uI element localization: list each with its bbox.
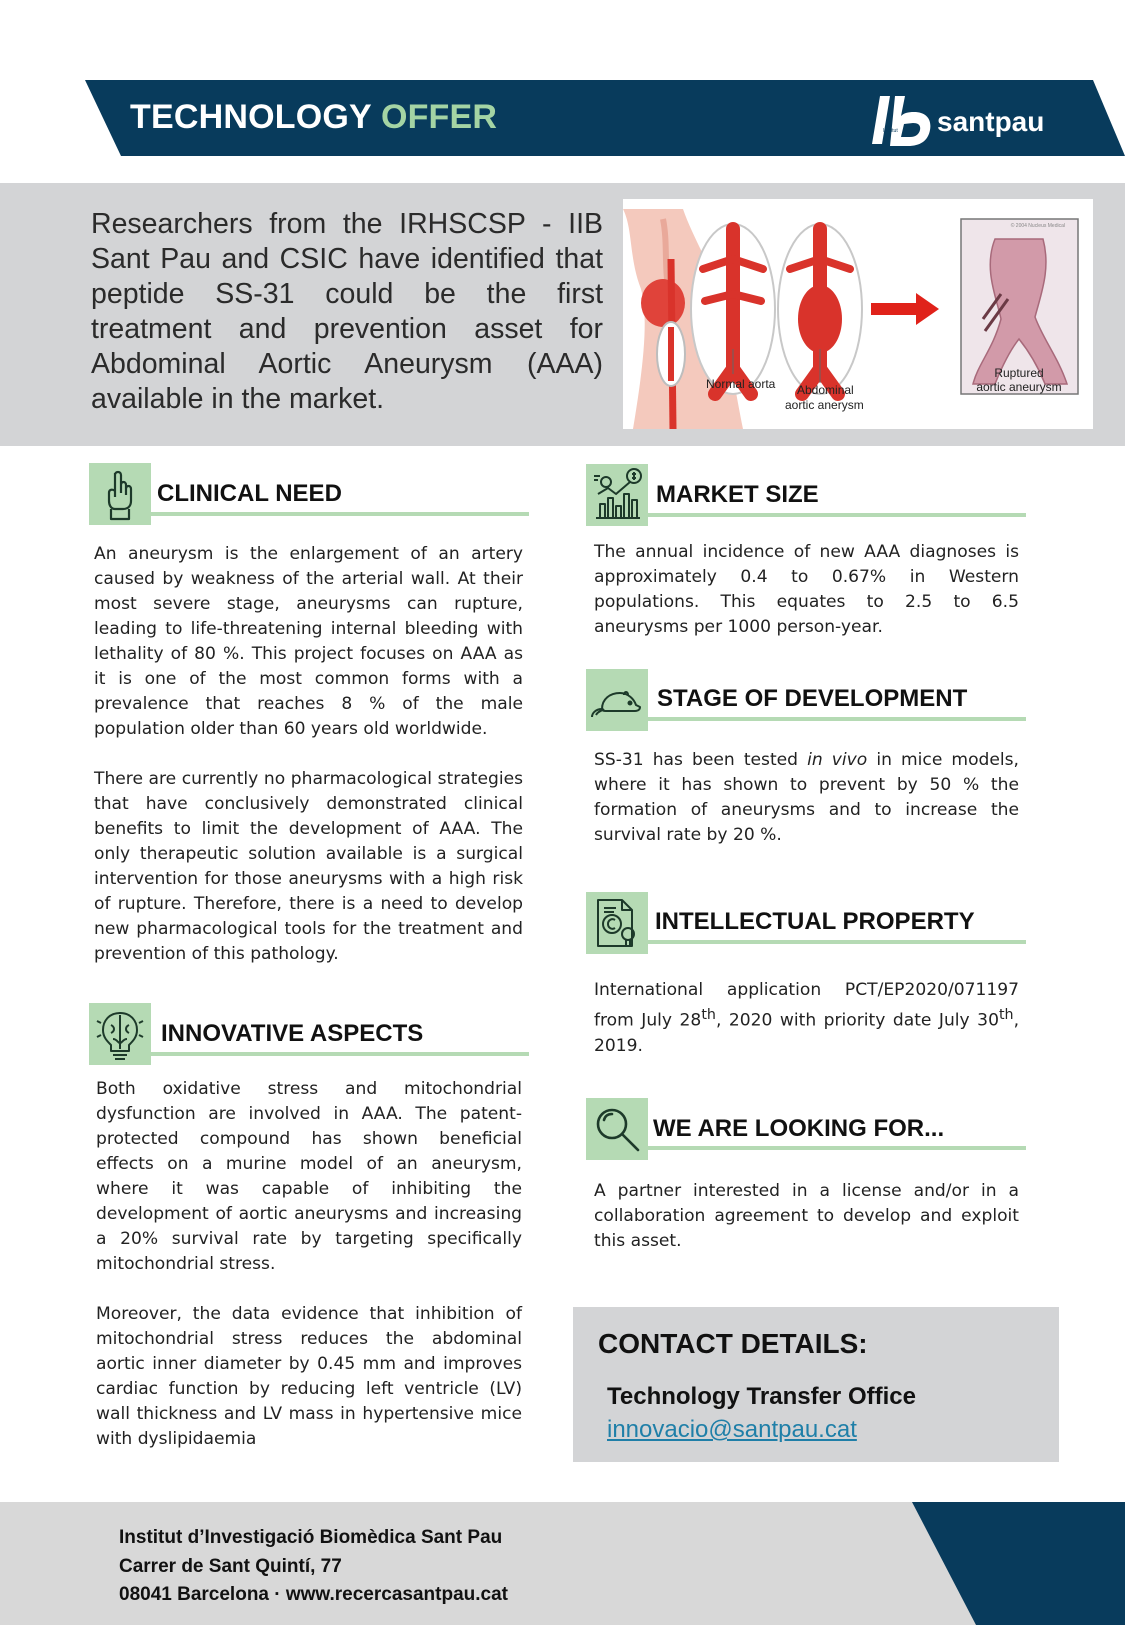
looking-for-p1: A partner interested in a license and/or in a collaboration agreement to develop and exploit this asset. (594, 1181, 1019, 1251)
contact-office: Technology Transfer Office (607, 1383, 916, 1410)
illustration-credit: © 2004 Nucleus Medical (1010, 223, 1065, 229)
section-title-stage: STAGE OF DEVELOPMENT (657, 685, 968, 712)
footer-address: Carrer de Sant Quintí, 77 (119, 1556, 342, 1577)
section-title-innovative-aspects: INNOVATIVE ASPECTS (161, 1020, 424, 1047)
footer-institute: Institut d’Investigació Biomèdica Sant Pau (119, 1527, 503, 1548)
brain-bulb-icon (89, 1003, 151, 1065)
clinical-need-p1: An aneurysm is the enlargement of an artery caused by weakness of the arterial wall. At their most severe stage, aneurysms can rupture, leading to life-threatening internal bleeding with lethality of 80 %. This project focuses on AAA as it is one of the most common forms with a prevalence that reaches 8 % of the male population older than 60 years old worldwide. (94, 544, 523, 739)
patent-document-icon (586, 892, 648, 954)
section-rule (648, 717, 1026, 721)
title-technology: TECHNOLOGY (130, 98, 372, 136)
ip-text-3: , 2019. (594, 1010, 1020, 1056)
section-rule (648, 513, 1026, 517)
section-title-ip: INTELLECTUAL PROPERTY (655, 908, 975, 935)
title-offer: OFFER (380, 98, 498, 136)
label-ruptured-line2: aortic aneurysm (976, 380, 1062, 394)
clinical-need-body (94, 542, 523, 967)
innovative-aspects-body (96, 1077, 522, 1452)
hand-point-icon (89, 463, 151, 525)
stage-body (594, 748, 1019, 848)
label-normal-aorta: Normal aorta (706, 377, 776, 391)
ip-sup-1: th (701, 1007, 716, 1023)
stage-p1 (594, 748, 1019, 848)
ip-sup-2: th (998, 1007, 1014, 1023)
label-ruptured-line1: Ruptured (994, 366, 1044, 380)
innovative-p1: Both oxidative stress and mitochondrial dysfunction are involved in AAA. The patent-protected compound has shown beneficial effects on a murine model of an aneurysm, where it was capable of inhibiting the development of aortic aneurysms and increasing a 20% survival rate by targeting specifically mitochondrial stress. (96, 1079, 522, 1274)
market-size-p1: The annual incidence of new AAA diagnoses is approximately 0.4 to 0.67% in Western populations. This equates to 2.5 to 6.5 aneurysms per 1000 person-year. (594, 542, 1019, 637)
section-rule (151, 512, 529, 516)
ip-text-2: , 2020 with priority date July 30 (715, 1010, 999, 1031)
contact-email-link[interactable]: innovacio@santpau.cat (607, 1416, 857, 1443)
footer-city-web: 08041 Barcelona · www.recercasantpau.cat (119, 1584, 508, 1605)
mouse-icon (586, 669, 648, 731)
intro-text: Researchers from the IRHSCSP - IIB Sant Pau and CSIC have identified that peptide SS-31 could be the first treatment and prevention asset for Abdominal Aortic Aneurysm (AAA) available in the market. (91, 208, 603, 415)
page-title (130, 98, 497, 137)
ip-p1 (594, 978, 1019, 1059)
section-rule (648, 940, 1026, 944)
section-title-looking-for: WE ARE LOOKING FOR... (653, 1115, 945, 1142)
contact-title: CONTACT DETAILS: (598, 1328, 868, 1359)
stage-text-a: SS-31 has been tested (594, 750, 808, 770)
aneurysm-illustration (623, 199, 1093, 429)
stage-text-b: in mice models, where it has shown to prevent by 50 % the formation of aneurysms and to increase the survival rate by 20 %. (594, 750, 1019, 845)
stage-text-em: in vivo (807, 750, 868, 770)
market-chart-icon (586, 464, 648, 526)
label-abdominal-line2: aortic anerysm (785, 398, 864, 412)
section-rule (648, 1146, 1026, 1150)
ip-text-1: International application PCT/EP2020/071197 from July 28 (594, 980, 1019, 1031)
logo-small-text: Institut (883, 128, 898, 134)
looking-for-body (594, 1179, 1019, 1254)
section-title-clinical-need: CLINICAL NEED (157, 480, 342, 507)
section-title-market-size: MARKET SIZE (656, 481, 819, 508)
clinical-need-p2: There are currently no pharmacological strategies that have conclusively demonstrated clinical benefits to limit the development of AAA. The only therapeutic solution available is a surgical intervention for those aneurysms with a high risk of rupture. Therefore, there is a need to develop new pharmacological tools for the treatment and prevention of this pathology. (94, 769, 523, 964)
ip-body (594, 978, 1019, 1059)
logo-wordmark: santpau (937, 106, 1045, 137)
section-rule (151, 1052, 529, 1056)
innovative-p2: Moreover, the data evidence that inhibition of mitochondrial stress reduces the abdominal aortic inner diameter by 0.45 mm and improves cardiac function by reducing left ventricle (LV) wall thickness and LV mass in hypertensive mice with dyslipidaemia (96, 1304, 522, 1449)
magnifier-icon (586, 1098, 648, 1160)
label-abdominal-line1: Abdominal (797, 383, 854, 397)
market-size-body (594, 540, 1019, 640)
